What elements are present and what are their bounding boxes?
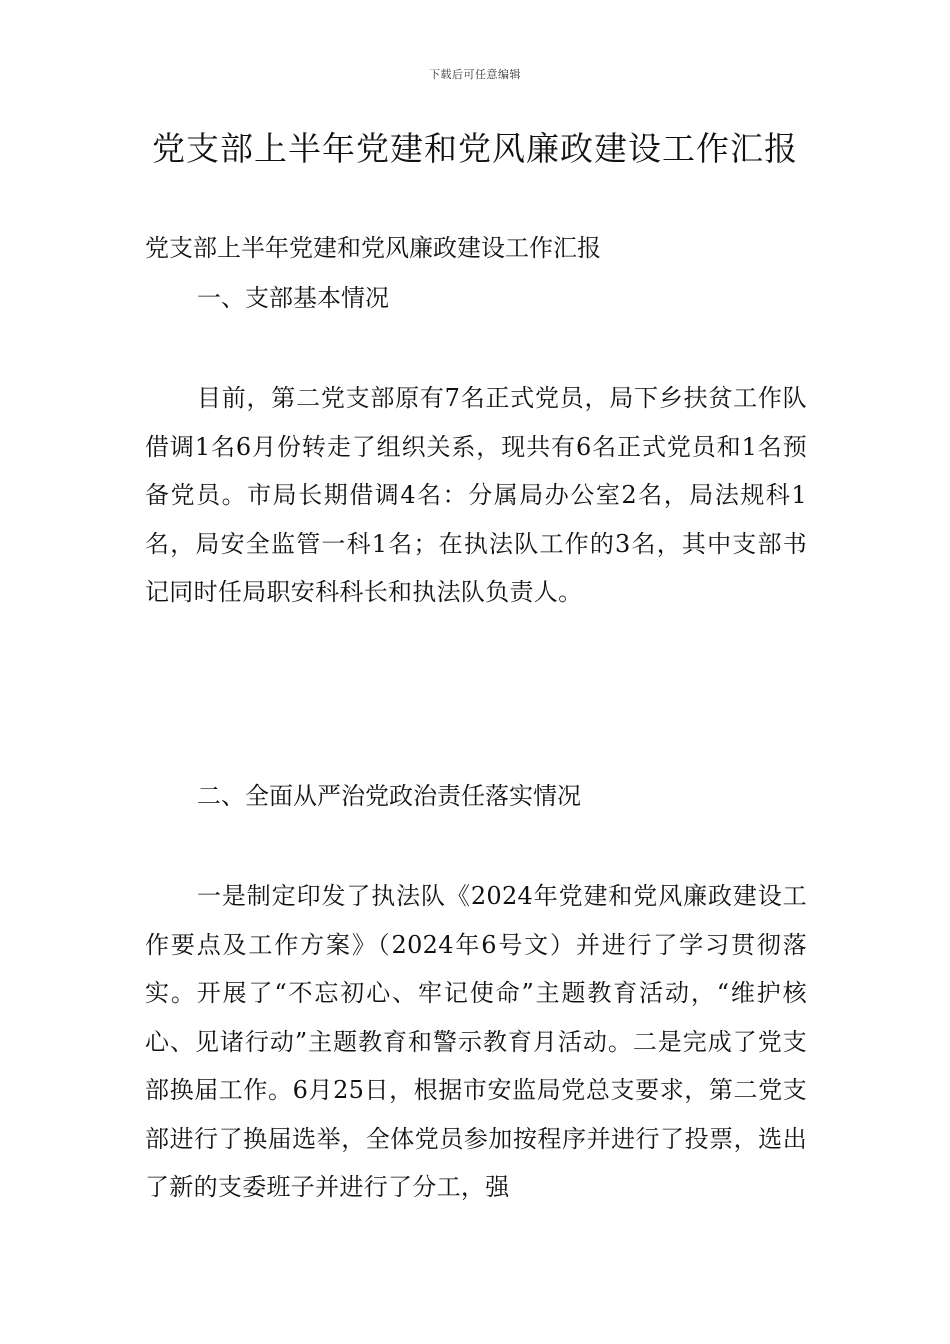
document-title: 党支部上半年党建和党风廉政建设工作汇报 (152, 129, 798, 168)
section-heading-basic-info: 一、支部基本情况 (197, 284, 389, 312)
section-paragraph-responsibility: 一是制定印发了执法队《2024年党建和党风廉政建设工作要点及工作方案》（2024年6号文）并进行了学习贯彻落实。开展了“不忘初心、牢记使命”主题教育活动，“维护核心、见诸行动”主题教育和警示教育月活动。二是完成了党支部换届工作。6月25日，根据市安监局党总支要求，第二党支部进行了换届选举，全体党员参加按程序并进行了投票，选出了新的支委班子并进行了分工，强 (145, 882, 807, 1201)
section-heading-responsibility: 二、全面从严治党政治责任落实情况 (197, 782, 581, 810)
header-note: 下载后可任意编辑 (429, 68, 521, 81)
document-subtitle: 党支部上半年党建和党风廉政建设工作汇报 (145, 234, 601, 262)
section-paragraph-basic-info: 目前，第二党支部原有7名正式党员，局下乡扶贫工作队借调1名6月份转走了组织关系，现共有6名正式党员和1名预备党员。市局长期借调4名：分属局办公室2名，局法规科1名，局安全监管一科1名；在执法队工作的3名，其中支部书记同时任局职安科科长和执法队负责人。 (145, 384, 807, 606)
